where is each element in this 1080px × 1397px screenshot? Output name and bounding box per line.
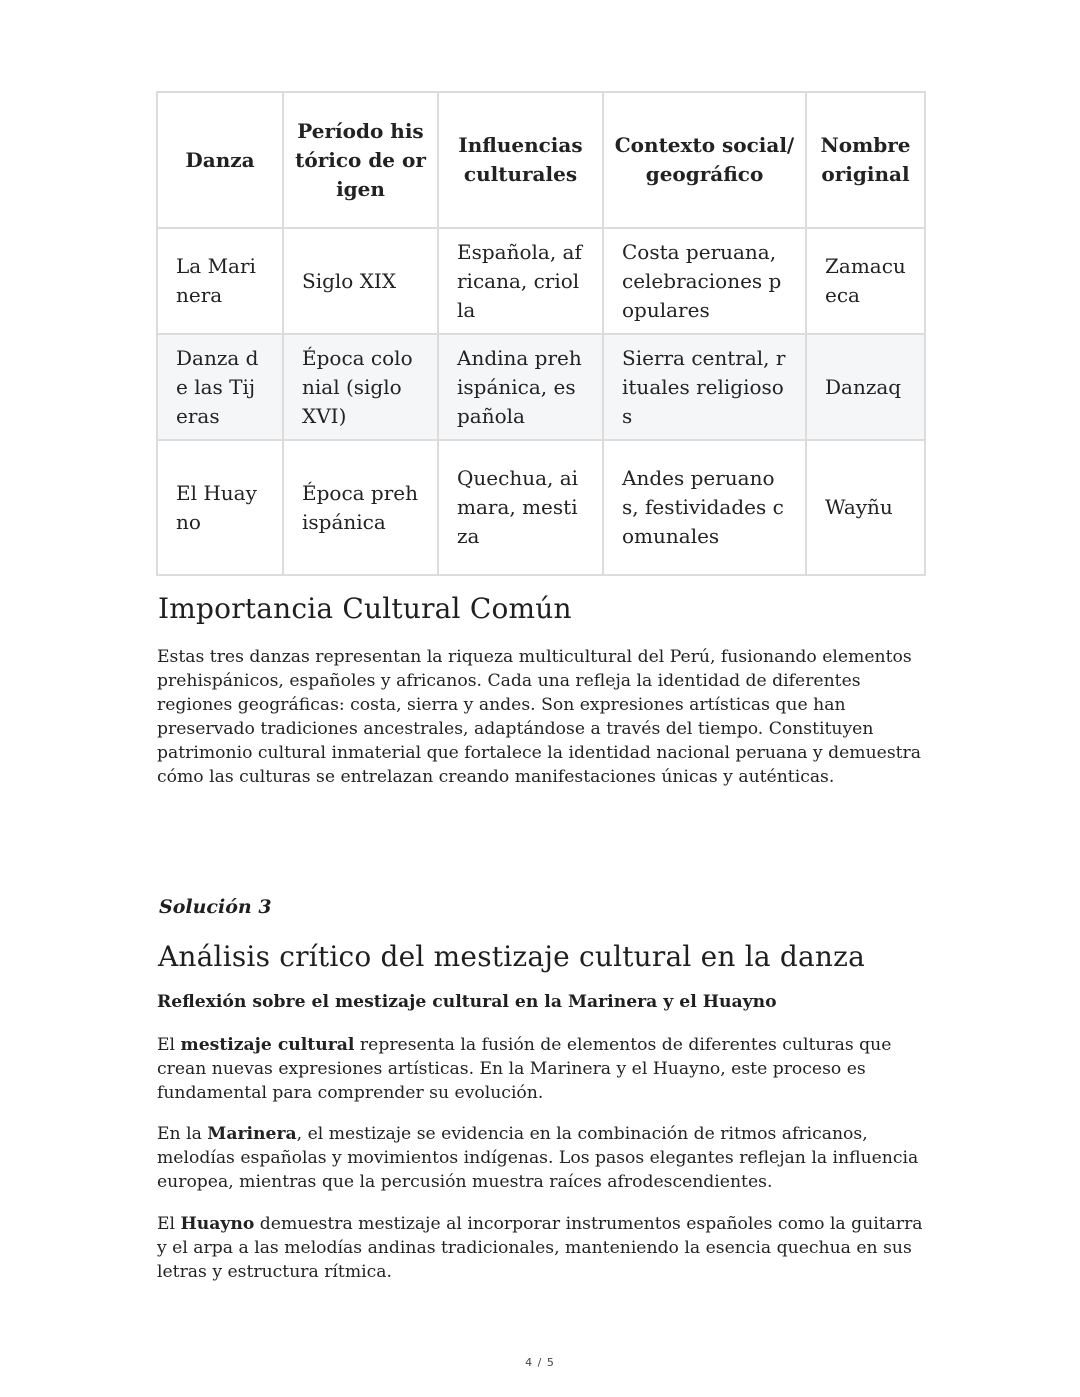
- table-cell: Andina prehispánica, española: [438, 334, 603, 440]
- table-cell: Zamacueca: [806, 228, 925, 334]
- importancia-paragraph: Estas tres danzas representan la riqueza multicultural del Perú, fusionando elementos prehispánicos, españoles y africanos. Cada una refleja la identidad de diferentes regiones geográficas: costa, sierra y andes. Son expresiones artísticas que han preservado tradiciones ancestrales, adaptándose a través del tiempo. Constituyen patrimonio cultural inmaterial que fortalece la identidad nacional peruana y demuestra cómo las culturas se entrelazan creando manifestaciones únicas y auténticas.: [157, 647, 922, 787]
- paragraph-text: , el mestizaje se evidencia en la combinación de ritmos africanos, melodías españolas y movimientos indígenas. Los pasos elegantes reflejan la influencia europea, mientras que la percusión muestra raíces afrodescendientes.: [157, 1124, 919, 1192]
- header-cell-periodo: Período histórico de origen: [283, 92, 438, 228]
- solution-label: Solución 3: [159, 896, 272, 918]
- table-cell: Época prehispánica: [283, 440, 438, 575]
- table-cell: Wayñu: [806, 440, 925, 575]
- paragraph-text: El: [157, 1214, 181, 1234]
- table-row: [157, 440, 925, 575]
- header-cell-danza: Danza: [157, 92, 283, 228]
- bold-term-huayno: Huayno: [180, 1214, 255, 1234]
- paragraph-text: representa la fusión de elementos de diferentes culturas que crean nuevas expresiones artísticas. En la Marinera y el Huayno, este proceso es fundamental para comprender su evolución.: [157, 1035, 892, 1103]
- header-cell-contexto: Contexto social/geográfico: [603, 92, 806, 228]
- page-number: 4 / 5: [525, 1356, 555, 1369]
- table-cell: Sierra central, rituales religiosos: [603, 334, 806, 440]
- table-cell: Época colonial (siglo XVI): [283, 334, 438, 440]
- table-cell: Siglo XIX: [283, 228, 438, 334]
- dance-comparison-table: [156, 91, 926, 576]
- bold-term-marinera: Marinera: [207, 1124, 297, 1144]
- paragraph-text: En la: [157, 1124, 208, 1144]
- table-cell: Danzaq: [806, 334, 925, 440]
- table-cell: Costa peruana, celebraciones populares: [603, 228, 806, 334]
- paragraph-text: El: [157, 1035, 181, 1055]
- paragraph-text: demuestra mestizaje al incorporar instrumentos españoles como la guitarra y el arpa a las melodías andinas tradicionales, manteniendo la esencia quechua en sus letras y estructura rítmica.: [157, 1214, 923, 1282]
- solution-subtitle: Reflexión sobre el mestizaje cultural en la Marinera y el Huayno: [157, 992, 777, 1012]
- table-cell: Española, africana, criolla: [438, 228, 603, 334]
- table-row: [157, 228, 925, 334]
- header-cell-nombre: Nombre original: [806, 92, 925, 228]
- table-cell: El Huayno: [157, 440, 283, 575]
- table-cell: Danza de las Tijeras: [157, 334, 283, 440]
- section-title-importancia: Importancia Cultural Común: [158, 592, 572, 625]
- table-cell: La Marinera: [157, 228, 283, 334]
- solution-title: Análisis crítico del mestizaje cultural en la danza: [158, 940, 866, 973]
- paragraph-mestizaje: [157, 1033, 927, 1105]
- table-cell: Andes peruanos, festividades comunales: [603, 440, 806, 575]
- paragraph-marinera: [157, 1122, 927, 1194]
- paragraph-huayno: [157, 1212, 927, 1284]
- table-row: [157, 334, 925, 440]
- header-cell-influencias: Influencias culturales: [438, 92, 603, 228]
- bold-term-mestizaje: mestizaje cultural: [180, 1035, 355, 1055]
- table-cell: Quechua, aimara, mestiza: [438, 440, 603, 575]
- table-header-row: [157, 92, 925, 228]
